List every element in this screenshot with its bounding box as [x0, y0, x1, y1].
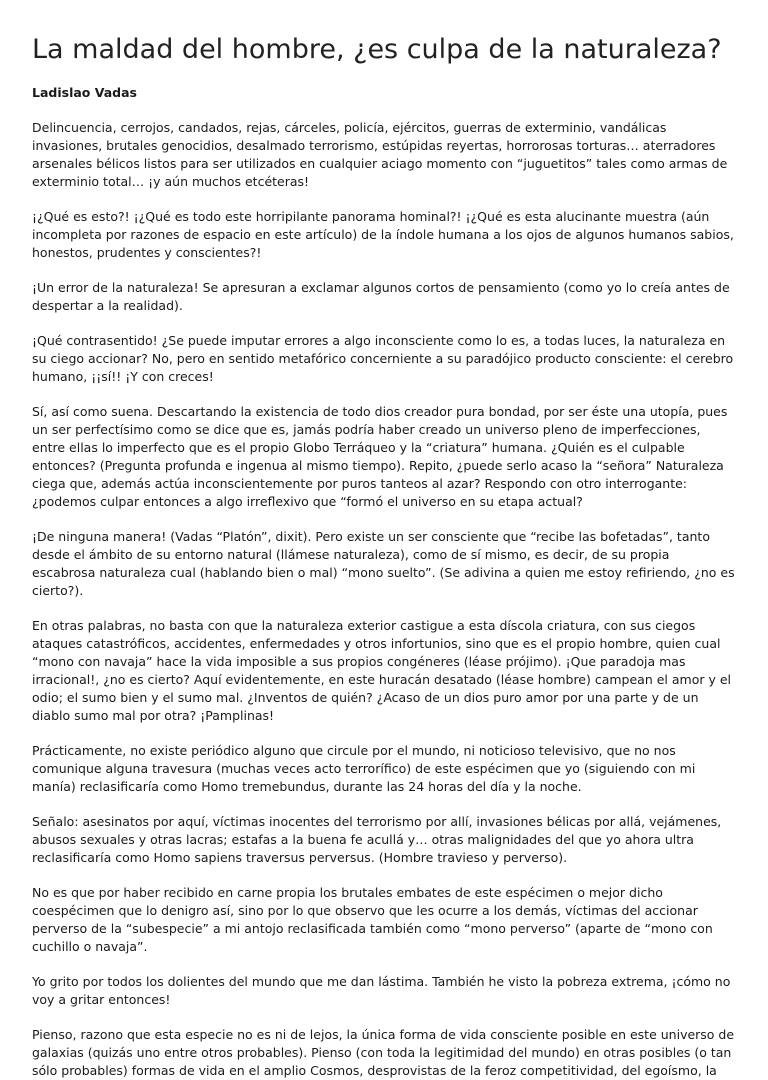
article-paragraph: Yo grito por todos los dolientes del mundo que me dan lástima. También he visto la pobreza extrema, ¡cómo no voy a gritar entonces!	[32, 974, 731, 1007]
article-paragraph: En otras palabras, no basta con que la naturaleza exterior castigue a esta díscola criatura, con sus ciegos ataques catastróficos, accidentes, enfermedades y otros infortunios, sino que es el propio hombre, quien cual “mono con navaja” hace la vida imposible a sus propios congéneres (léase prójimo). ¡Que paradoja mas irracional!, ¿no es cierto? Aquí evidentemente, en este huracán desatado (léase hombre) campean el amor y el odio; el sumo bien y el sumo mal. ¿Inventos de quién? ¿Acaso de un dios puro amor por una parte y de un diablo sumo mal por otra? ¡Pamplinas!	[32, 618, 732, 723]
article-paragraph: Sí, así como suena. Descartando la existencia de todo dios creador pura bondad, por ser éste una utopía, pues un ser perfectísimo como se dice que es, jamás podría haber creado un universo pleno de imperfecciones, entre ellas lo imperfecto que es el propio Globo Terráqueo y la “criatura” humana. ¿Quién es el culpable entonces? (Pregunta profunda e ingenua al mismo tiempo). Repito, ¿puede serlo acaso la “señora” Naturaleza ciega que, además actúa inconscientemente por puros tanteos al azar? Respondo con otro interrogante: ¿podemos culpar entonces a algo irreflexivo que “formó el universo en su etapa actual?	[32, 404, 728, 509]
article-paragraph: ¡De ninguna manera! (Vadas “Platón”, dixit). Pero existe un ser consciente que “recibe las bofetadas”, tanto desde el ámbito de su entorno natural (llámese naturaleza), como de sí mismo, es decir, de su propia escabrosa naturaleza cual (hablando bien o mal) “mono suelto”. (Se adivina a quien me estoy refiriendo, ¿no es cierto?).	[32, 529, 735, 598]
article-paragraph: ¡¿Qué es esto?! ¡¿Qué es todo este horripilante panorama hominal?! ¡¿Qué es esta alucinante muestra (aún incompleta por razones de espacio en este artículo) de la índole humana a los ojos de algunos humanos sabios, honestos, prudentes y conscientes?!	[32, 209, 734, 260]
article-paragraph: No es que por haber recibido en carne propia los brutales embates de este espécimen o mejor dicho coespécimen que lo denigro así, sino por lo que observo que les ocurre a los demás, víctimas del accionar perverso de la “subespecie” a mi antojo reclasificada también como “mono perverso” (aparte de “mono con cuchillo o navaja”.	[32, 885, 713, 954]
article-paragraph: ¡Qué contrasentido! ¿Se puede imputar errores a algo inconsciente como lo es, a todas luces, la naturaleza en su ciego accionar? No, pero en sentido metafórico concerniente a su paradójico producto consciente: el cerebro humano, ¡¡sí!! ¡Y con creces!	[32, 333, 734, 384]
article-paragraph: ¡Un error de la naturaleza! Se apresuran a exclamar algunos cortos de pensamiento (como yo lo creía antes de despertar a la realidad).	[32, 280, 730, 313]
article-paragraph: Prácticamente, no existe periódico alguno que circule por el mundo, ni noticioso televisivo, que no nos comunique alguna travesura (muchas veces acto terrorífico) de este espécimen que yo (siguiendo con mi manía) reclasificaría como Homo tremebundus, durante las 24 horas del día y la noche.	[32, 743, 696, 794]
article-author: Ladislao Vadas	[32, 85, 137, 100]
article-body	[32, 119, 736, 1080]
article-paragraph: Delincuencia, cerrojos, candados, rejas, cárceles, policía, ejércitos, guerras de exterminio, vandálicas invasiones, brutales genocidios, desalmado terrorismo, estúpidas reyertas, horrorosas torturas… aterradores arsenales bélicos listos para ser utilizados en cualquier aciago momento con “juguetitos” tales como armas de exterminio total… ¡y aún muchos etcéteras!	[32, 120, 728, 189]
article-title: La maldad del hombre, ¿es culpa de la naturaleza?	[32, 34, 722, 65]
article-paragraph: Señalo: asesinatos por aquí, víctimas inocentes del terrorismo por allí, invasiones bélicas por allá, vejámenes, abusos sexuales y otras lacras; estafas a la buena fe acullá y… otras malignidades del que yo ahora ultra reclasificaría como Homo sapiens traversus perversus. (Hombre travieso y perverso).	[32, 814, 722, 865]
article-paragraph: Pienso, razono que esta especie no es ni de lejos, la única forma de vida consciente posible en este universo de galaxias (quizás uno entre otros probables). Pienso (con toda la legitimidad del mundo) en otras posibles (o tan sólo probables) formas de vida en el amplio Cosmos, desprovistas de la feroz competitividad, del egoísmo, la	[32, 1027, 735, 1078]
